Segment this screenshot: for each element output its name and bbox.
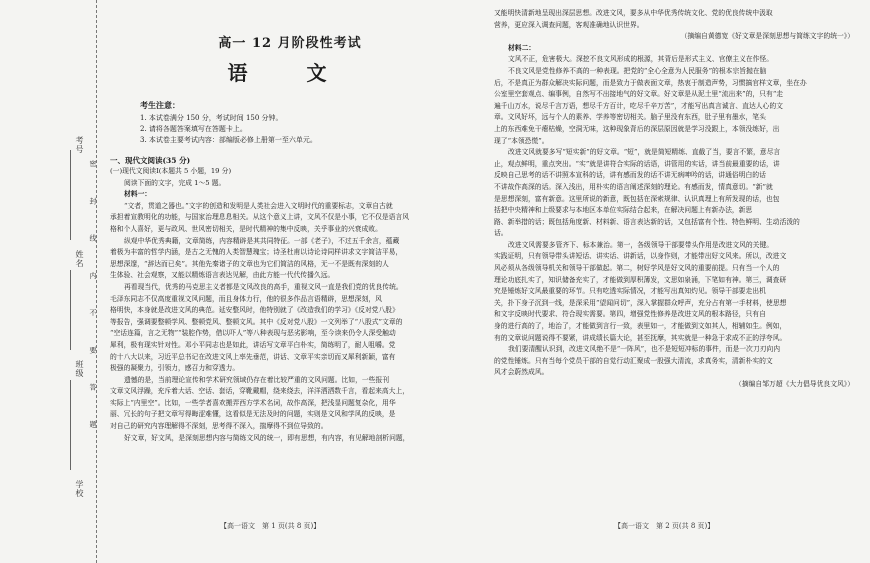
text-line: 再看现当代，优秀的马克思主义者都是文风改良的高手，重视文风一直是我们党的优良传统。 (124, 282, 403, 291)
text-line: 格明快，本身就是改进文风的典范。延安整风时，他特别就了《改造我们的学习》《反对党八股》 (110, 306, 399, 315)
text-line: 现了“本领恐慌”。 (494, 136, 549, 145)
notice-heading: 考生注意： (140, 100, 180, 110)
subject-title: 语 文 (227, 61, 353, 85)
text-line: 公室里空套观点、编事例，自然写不出接地气的好文章。好文章是从泥土里“流出来”的，只有“走 (494, 90, 784, 99)
text-line: 文风不正，危害极大。深挖不良文风形成的根源，其背后是形式主义、官僚主义在作怪。 (508, 55, 774, 64)
text-line: 实际上“内里空”。比如，一些学者喜欢搬弄西方学术名词，故作高深，把浅显问题复杂化，用华 (110, 398, 396, 407)
binding-margin (0, 0, 97, 563)
text-line: 极强的凝聚力，引领力，感召力和穿透力。 (110, 364, 240, 373)
text-line: 话。 (494, 229, 508, 238)
text-line: 等报告，强调要整顿学风、整顿党风、整顿文风。其中《反对党八股》一文列举了“八股式”文章的 (110, 317, 403, 326)
notice-item: 3. 本试卷主要考试内容：部编版必修上册第一至六单元。 (140, 136, 317, 144)
text-line: 改进文风需要多管齐下、标本兼治。第一，各级领导干部要带头作用是改进文风的关键。 (508, 240, 774, 249)
text-line: 路、新举措的话；既包括角度新、材料新、语言表达新的话，又包括富有个性、特色鲜明、生动活泼的 (494, 217, 800, 226)
text-line: 身的进行高的了，地治了，才能做到言行一致，表里如一，才能做到文如其人，相辅如生。例如， (494, 322, 787, 331)
text-line: 承担着宣教明化的功能，与国家治理息息相关。从这个意义上讲，文风不仅是小事，它不仅是语言风 (110, 213, 410, 222)
text-line: 遗憾的是，当前理论宣传和学术研究领域仍存在着比较严重的文风问题。比如，一些报刊 (124, 375, 390, 384)
text-line: 是思想深刻，富有新意。这里所说的新意，既包括在深索规律、认识真理上有所发现的话，也包 (494, 194, 780, 203)
text-line: 文章文风浮躁，充斥着大话、空话、套话，穿靴戴帽，绕来绕去，洋洋洒洒数千言，看起来高大上， (110, 387, 410, 396)
text-line: 又能明快清新地呈现出深层思想。改进文风，要多从中华优秀传统文化、党的优良传统中汲取 (494, 9, 773, 17)
left-page (110, 0, 470, 563)
text-line: 营养，更应深入调查问题，客观准确地认识世界。 (494, 20, 644, 29)
text-line: “文者，贯道之器也。”文字的创造和发明是人类社会进入文明时代的重要标志，文章自古就 (124, 201, 393, 210)
text-line: 章。文风好坏，远与个人的素养、学养等密切相关。脑子里没有东西，肚子里有墨水，笔头 (494, 113, 766, 122)
section-heading: 一、现代文阅读(35 分) (110, 156, 191, 165)
text-line: 有的文章说问题说得不要紧，讲成绩长篇大论，甚至抚摩，其实就是一种急于求成不正的浮夸风。 (494, 333, 787, 342)
seal-line-text: 密 封 线 内 不 要 答 题 (89, 160, 97, 442)
blank-line (70, 150, 71, 240)
blank-line (70, 380, 71, 470)
text-line: 的十八大以来，习近平总书记在改进文风上率先垂范，讲话、文章平实亲切而又犀利新颖，富有 (110, 352, 396, 361)
exam-number-label: 考号 (75, 136, 84, 154)
notice-item: 2. 请将各题答案填写在答题卡上。 (140, 125, 247, 133)
subsection-heading: (一)现代文阅读Ⅰ(本题共 5 小题，19 分) (110, 167, 232, 175)
text-line: 反映自己思考的话不讲照本宣科的话，讲有感而发的话不讲无病呻吟的话，讲通俗明白的话 (494, 171, 766, 180)
text-line: 遍千山万水，说尽千言万语，想尽千方百计，吃尽千辛万苦”，才能写出真言诚言、直达人心的文 (494, 101, 783, 110)
name-label: 姓名 (75, 250, 84, 268)
text-line: 对自己的研究内容理解得不深刻，思考得不深入，揣摩得不到位导致的。 (110, 422, 328, 431)
text-line: 改进文风就要多写“短实新”的好文章。“短”，就是简短精练、直截了当，要言不繁，意尽言 (508, 148, 781, 157)
text-line: 思想深邃，“辞达而已矣”。其他先秦诸子的文章也为它们简洁的风格，无一不是既有深刻的人 (110, 259, 389, 268)
text-line: 括把中央精神和上级要求与本地区本单位实际结合起来，在解决问题上有新办法，新思 (494, 206, 753, 215)
source-citation: （摘编自邹万超《大力倡导优良文风》） (735, 380, 854, 388)
school-label: 学校 (75, 480, 84, 498)
text-line: 理论功底扎实了，知识储备充实了，才能做到厚积薄发，文思如泉涌，下笔如有神。第三，调查研 (494, 275, 787, 284)
text-line: 丽、冗长的句子把文章写得晦涩难懂，这看似是无法及时的问题，实则是文风和学风的反映，是 (110, 410, 396, 419)
text-line: 不讲故作高深的话。深入浅出，用朴实的语言阐述深刻的理论。有感而发，情真意切。“新”就 (494, 182, 773, 191)
text-line: 好文章，好文风，是深刻思想内容与简练文风的统一，即有思想，有内容，有见解地剖析问题， (124, 433, 410, 442)
source-citation: （摘编自黄德宽《好文章是深刻思想与简练文字的统一》） (680, 32, 854, 41)
blank-line (70, 270, 71, 350)
material-label: 材料一： (124, 190, 152, 199)
text-line: 生体验、社会观察，又能以精炼语言表达见解，由此方能一代代传播久远。 (110, 271, 335, 280)
text-line: 后，不是真正为群众解决实际问题，而是致力于做表面文章，热衷于制造声势，习惯搞官样文章，坐在办 (494, 78, 807, 87)
text-line: 毛泽东同志不仅高度重视文风问题，而且身体力行，他的很多作品言语精辟，思想深刻，风 (110, 294, 382, 303)
class-label: 班级 (75, 360, 84, 378)
page-footer: 【高一语文 第 2 页(共 8 页)】 (614, 522, 715, 530)
page-footer: 【高一语文 第 1 页(共 8 页)】 (220, 522, 321, 530)
material-label: 材料二： (508, 43, 536, 52)
text-line: 我们要清醒认识到，改进文风绝不是“一阵风”，也不是短短冲标的事件，而是一次刀刃向内 (508, 345, 781, 354)
text-line: 风必须从各级领导机关和领导干部做起。第二，树好学风是好文风的重要前提。只有当一个人的 (494, 264, 780, 273)
instruction: 阅读下面的文字，完成 1～5 题。 (124, 178, 226, 187)
text-line: 格和个人喜好，更与政风、世风密切相关，是时代精神的集中反映，关乎事业的兴衰成败。 (110, 224, 382, 233)
text-line: 实践证明，只有领导带头讲短话、讲实话、讲新话，以身作则，才能带出好文风来。所以，改进文 (494, 252, 787, 261)
text-line: 究是锤炼好文风最重要的环节。只有吃透实际情况，才能写出真知灼见。领导干部要走出机 (494, 287, 766, 296)
notice-item: 1. 本试卷满分 150 分，考试时间 150 分钟。 (140, 114, 283, 122)
text-line: 风才会蔚然成风。 (494, 368, 549, 377)
text-line: “空话连篇，言之无物”“装腔作势，借以吓人”等八种表现与恶劣影响，至今读来仍令人深受触动 (110, 329, 396, 338)
text-line: 犀利，极有现实针对性。邓小平同志也是如此，讲话写文章平白朴实，简练明了，耐人咀嚼。党 (110, 340, 396, 349)
text-line: 关，扑下身子沉到一线，是深采用“望闻问切”，深入掌握群众呼声，充分占有第一手材料，使思想 (494, 298, 787, 307)
text-line: 止，观点鲜明，重点突出。“实”就是讲符合实际的话语，讲管用的实话，讲当前最重要的话，讲 (494, 159, 780, 168)
text-line: 上的东西难免干瘪枯燥，空洞无味，这种现象背后的深层原因就是学习没跟上，本领没练好，出 (494, 124, 780, 133)
text-line: 不良文风是党性修养不高的一种表现。把党的“全心全意为人民服务”的根本宗旨抛在脑 (508, 66, 767, 75)
text-line: 着极为丰富的哲学内涵，是古之无愧的人类智慧瑰宝；诗圣杜甫以诗论诗同样讲求文字简洁平易， (110, 248, 403, 257)
text-line: 的党性锤炼。只有当每个党员干部的自觉行动汇聚成一股强大清流，求真务实，清新朴实的文 (494, 356, 773, 365)
text-line: 和文字反映时代要求、符合现实需要。第四，增强党性修养是改进文风的根本路径，只有自 (494, 310, 766, 319)
exam-title: 高一 12 月阶段性考试 (218, 36, 362, 51)
text-line: 纵观中华优秀典籍，文章简练，内容精辟是其共同特征。一部《老子》，不过五千余言，蕴藏 (124, 236, 400, 245)
right-page (494, 0, 854, 563)
